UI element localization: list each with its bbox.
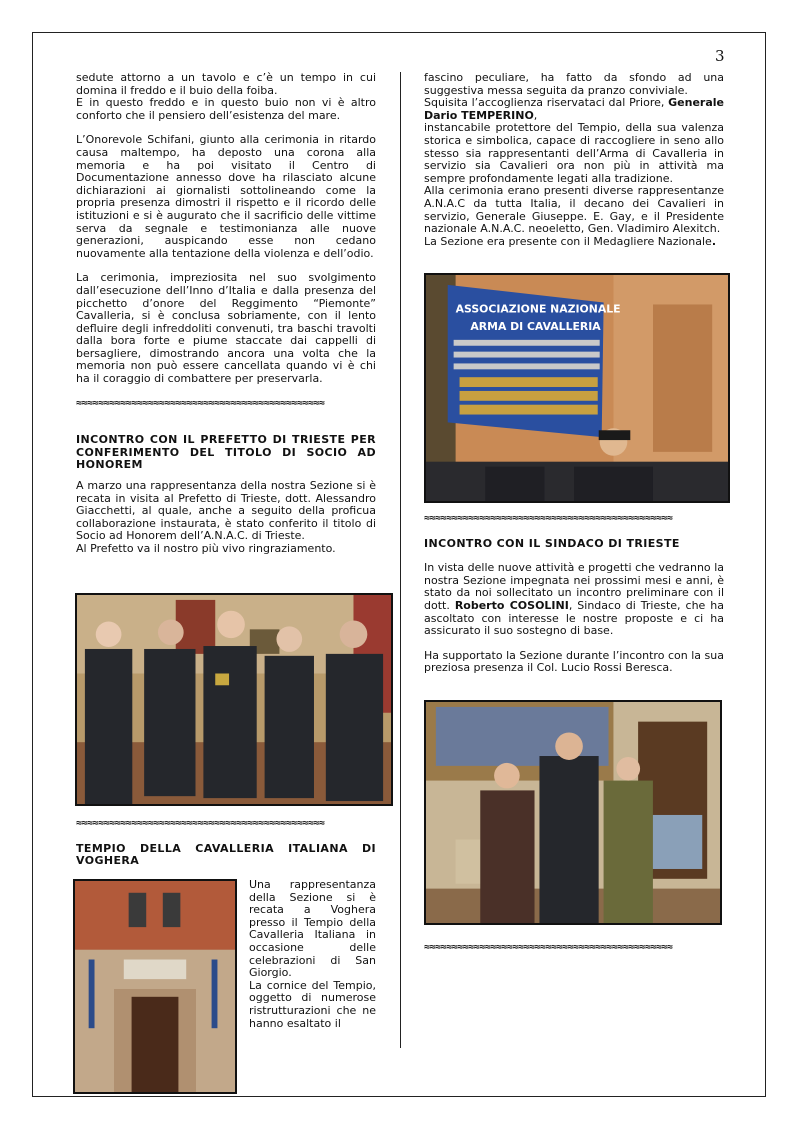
paragraph: sedute attorno a un tavolo e c’è un tempo in cui domina il freddo e il buio della foiba.	[76, 71, 376, 97]
section-heading: INCONTRO CON IL SINDACO DI TRIESTE	[424, 536, 680, 550]
banner-line-1: ASSOCIAZIONE NAZIONALE	[455, 302, 621, 316]
paragraph: fascino peculiare, ha fatto da sfondo ad una suggestiva messa seguita da pranzo conviviale.	[424, 71, 724, 97]
text-span: , Sindaco di Trieste, che ha ascoltato con interesse le nostre proposte e ci ha assicurato il suo sostegno di base.	[424, 598, 724, 638]
paragraph: La cornice del Tempio, oggetto di numerose ristrutturazioni che ne hanno esaltato il	[249, 978, 376, 1030]
tempio-text	[249, 879, 376, 1030]
left-column-lower	[76, 818, 376, 868]
separator: ≈≈≈≈≈≈≈≈≈≈≈≈≈≈≈≈≈≈≈≈≈≈≈≈≈≈≈≈≈≈≈≈≈≈≈≈≈≈≈≈≈≈≈≈≈	[424, 513, 673, 524]
paragraph	[424, 236, 724, 249]
paragraph	[424, 97, 724, 122]
sindaco-photo	[424, 700, 722, 925]
paragraph	[424, 562, 724, 638]
text-span: In vista delle nuove attività e progetti che vedranno la nostra Sezione impegnata nei prossimi mesi e anni, è stato da noi sollecitato un incontro preliminare con il dott.	[424, 561, 724, 612]
text-span: La Sezione era presente con il Medagliere Nazionale	[424, 234, 712, 248]
right-column	[424, 72, 724, 248]
section-heading: INCONTRO CON IL PREFETTO DI TRIESTE PER CONFERIMENTO DEL TITOLO DI SOCIO AD HONOREM	[76, 433, 376, 472]
column-divider	[400, 72, 401, 1048]
separator: ≈≈≈≈≈≈≈≈≈≈≈≈≈≈≈≈≈≈≈≈≈≈≈≈≈≈≈≈≈≈≈≈≈≈≈≈≈≈≈≈≈≈≈≈≈	[76, 397, 325, 409]
left-column	[76, 72, 376, 556]
prefetto-group-photo	[75, 593, 393, 806]
right-column-middle	[424, 513, 724, 675]
paragraph: Ha supportato la Sezione durante l’incontro con la sua preziosa presenza il Col. Lucio Rossi Beresca.	[424, 648, 724, 675]
section-heading: TEMPIO DELLA CAVALLERIA ITALIANA DI VOGHERA	[76, 841, 376, 868]
bold-name: Generale Dario TEMPERINO	[424, 96, 724, 122]
tempio-photo	[73, 879, 237, 1094]
text-span: .	[711, 234, 717, 248]
page-number: 3	[715, 47, 725, 65]
text-span: Squisita l’accoglienza riservataci dal Priore,	[424, 96, 669, 110]
medagliere-photo	[424, 273, 730, 503]
separator: ≈≈≈≈≈≈≈≈≈≈≈≈≈≈≈≈≈≈≈≈≈≈≈≈≈≈≈≈≈≈≈≈≈≈≈≈≈≈≈≈≈≈≈≈≈	[76, 818, 325, 829]
paragraph: instancabile protettore del Tempio, della sua valenza storica e simbolica, capace di raccogliere in seno allo stesso sia rappresentanti dell’Arma di Cavalleria in servizio sia Cavalieri ora non più in attività ma sempre profondamente legati alla tradizione.	[424, 121, 724, 185]
separator: ≈≈≈≈≈≈≈≈≈≈≈≈≈≈≈≈≈≈≈≈≈≈≈≈≈≈≈≈≈≈≈≈≈≈≈≈≈≈≈≈≈≈≈≈≈	[424, 942, 673, 953]
right-column-bottom	[424, 942, 724, 955]
paragraph: E in questo freddo e in questo buio non vi è altro conforto che il pensiero dell’esistenza del mare.	[76, 96, 376, 122]
bold-name: Roberto COSOLINI	[454, 598, 569, 612]
paragraph: Una rappresentanza della Sezione si è recata a Voghera presso il Tempio della Cavalleria Italiana in occasione delle celebrazioni di San Giorgio.	[249, 878, 376, 980]
paragraph: L’Onorevole Schifani, giunto alla cerimonia in ritardo causa maltempo, ha deposto una corona alla memoria e ha poi visitato il Centro di Documentazione annesso dove ha rilasciato alcune dichiarazioni ai giornalisti sottolineando come la propria presenza dimostri il rispetto e il ricordo delle istituzioni e si è augurato che il sacrificio delle vittime serva da segnale e testimonianza alle nuove generazioni, auspicando esse non cedano nuovamente alla tentazione della violenza e dell’odio.	[76, 133, 376, 260]
paragraph: Al Prefetto va il nostro più vivo ringraziamento.	[76, 542, 336, 555]
paragraph: La cerimonia, impreziosita nel suo svolgimento dall’esecuzione dell’Inno d’Italia e dalla presenza del picchetto d’onore del Reggimento “Piemonte” Cavalleria, si è conclusa sobriamente, con il lento defluire degli infreddoliti convenuti, tra baschi travolti dalla bora forte e piume staccate dai cappelli di bersagliere, dimostrando ancora una volta che la memoria non può essere cancellata quando vi è chi ha il coraggio di combattere per preservarla.	[76, 271, 376, 386]
text-span: ,	[533, 108, 538, 122]
paragraph: Alla cerimonia erano presenti diverse rappresentanze A.N.A.C da tutta Italia, il decano dei Cavalieri in servizio, Generale Giuseppe. E. Gay, e il Presidente nazionale A.N.A.C. neoeletto, Gen. Vladimiro Alexitch.	[424, 184, 724, 236]
banner-line-2: ARMA DI CAVALLERIA	[470, 320, 601, 334]
paragraph: A marzo una rappresentanza della nostra Sezione si è recata in visita al Prefetto di Trieste, dott. Alessandro Giacchetti, al quale, anche a seguito della proficua collaborazione instaurata, è stato conferito il titolo di Socio ad Honorem dell’A.N.A.C. di Trieste.	[76, 479, 376, 543]
